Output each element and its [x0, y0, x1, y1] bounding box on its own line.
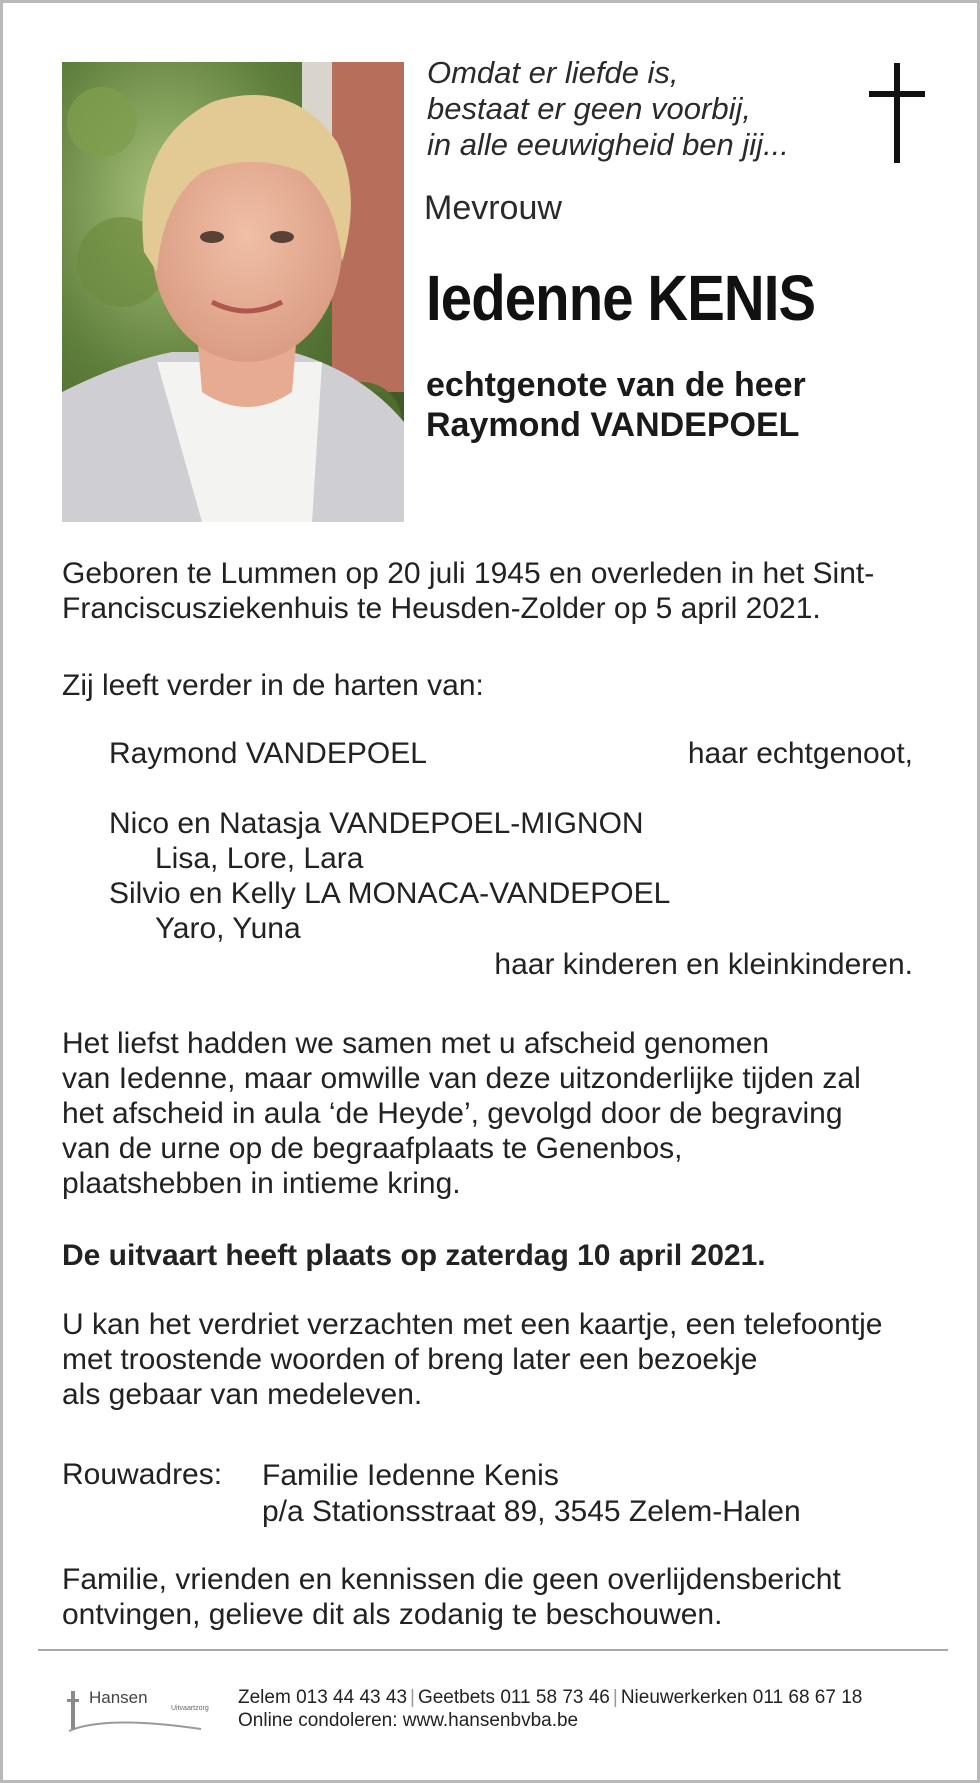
- child-couple: Silvio en Kelly LA MONACA-VANDEPOEL: [109, 877, 671, 910]
- text-line: Geboren te Lummen op 20 juli 1945 en overleden in het Sint-: [62, 557, 875, 590]
- text-line: met troostende woorden of breng later een bezoekje: [62, 1343, 758, 1376]
- funeral-announcement: De uitvaart heeft plaats op zaterdag 10 april 2021.: [62, 1239, 766, 1272]
- husband-role: haar echtgenoot,: [687, 737, 913, 770]
- text-line: U kan het verdriet verzachten met een kaartje, een telefoontje: [62, 1308, 883, 1341]
- grandchildren: Lisa, Lore, Lara: [155, 842, 364, 875]
- deceased-name: Iedenne KENIS: [426, 262, 816, 334]
- spouse-info: [426, 365, 806, 445]
- online-condolence-link[interactable]: Online condoleren: www.hansenbvba.be: [238, 1710, 579, 1731]
- text-line: het afscheid in aula ‘de Heyde’, gevolgd door de begraving: [62, 1097, 843, 1130]
- portrait-photo: [62, 62, 404, 522]
- text-line: plaatshebben in intieme kring.: [62, 1167, 461, 1200]
- text-line: Het liefst hadden we samen met u afscheid genomen: [62, 1027, 770, 1060]
- lives-on-heading: Zij leeft verder in de harten van:: [62, 669, 484, 702]
- phone-number: Geetbets 011 58 73 46: [417, 1687, 610, 1708]
- separator: |: [612, 1687, 618, 1708]
- text-line: als gebaar van medeleven.: [62, 1378, 423, 1411]
- text-line: ontvingen, gelieve dit als zodanig te beschouwen.: [62, 1598, 723, 1631]
- poem: [427, 55, 789, 163]
- address-line: Familie Iedenne Kenis: [262, 1459, 559, 1492]
- birth-paragraph: [62, 556, 874, 626]
- husband-name: Raymond VANDEPOEL: [109, 737, 427, 770]
- poem-line: in alle eeuwigheid ben jij...: [427, 127, 789, 162]
- text-line: Franciscusziekenhuis te Heusden-Zolder op 5 april 2021.: [62, 592, 821, 625]
- text-line: van de urne op de begraafplaats te Genenbos,: [62, 1132, 683, 1165]
- logo-name: Hansen: [89, 1688, 148, 1707]
- address-line: p/a Stationsstraat 89, 3545 Zelem-Halen: [262, 1495, 801, 1528]
- poem-line: Omdat er liefde is,: [427, 55, 679, 90]
- address-label: Rouwadres:: [62, 1458, 223, 1491]
- separator: |: [410, 1687, 415, 1708]
- poem-line: bestaat er geen voorbij,: [427, 91, 751, 126]
- salutation: Mevrouw: [424, 189, 562, 227]
- children-role: haar kinderen en kleinkinderen.: [494, 948, 913, 981]
- grandchildren: Yaro, Yuna: [155, 912, 301, 945]
- phone-number: Zelem 013 44 43 43: [238, 1687, 408, 1708]
- cross-icon: [867, 63, 927, 163]
- spouse-line: Raymond VANDEPOEL: [426, 406, 800, 444]
- phone-number: Nieuwerkerken 011 68 67 18: [620, 1687, 863, 1708]
- child-couple: Nico en Natasja VANDEPOEL-MIGNON: [109, 807, 644, 840]
- text-line: van Iedenne, maar omwille van deze uitzonderlijke tijden zal: [62, 1062, 861, 1095]
- footer-contacts: [238, 1686, 862, 1732]
- footer-divider: [38, 1649, 948, 1651]
- address: [262, 1458, 801, 1530]
- phone-line: [238, 1686, 862, 1709]
- comfort-paragraph: [62, 1307, 882, 1412]
- spouse-line: echtgenote van de heer: [426, 366, 806, 404]
- logo-subtitle: Uitvaartzorg: [171, 1705, 209, 1712]
- farewell-paragraph: [62, 1026, 861, 1201]
- notice-paragraph: [62, 1562, 841, 1632]
- text-line: Familie, vrienden en kennissen die geen overlijdensbericht: [62, 1563, 841, 1596]
